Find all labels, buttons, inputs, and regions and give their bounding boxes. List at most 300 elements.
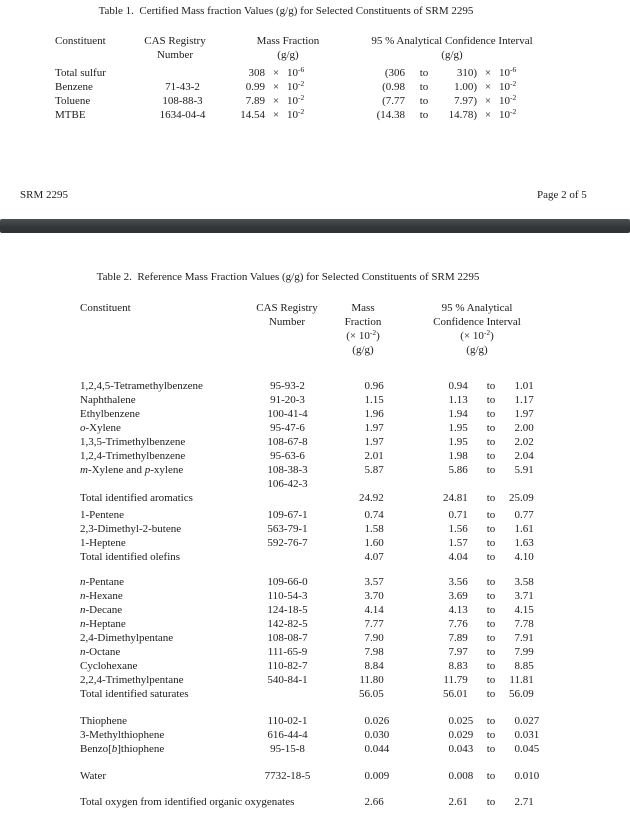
exponent: -2 bbox=[298, 107, 305, 116]
cell-constituent: Total identified olefins bbox=[80, 551, 181, 563]
exponent: -2 bbox=[483, 328, 491, 337]
cell-ci-upper-frac: .10 bbox=[520, 551, 534, 563]
cell-ci-exponent: $10^{-2}$ bbox=[499, 107, 517, 121]
cas-line: 110-02-1 bbox=[267, 715, 308, 727]
cell-constituent: n-Heptane bbox=[80, 618, 126, 630]
cell-mass-fraction-int: 1 bbox=[364, 422, 370, 434]
cell-times-sign: × bbox=[484, 67, 492, 79]
cell-spacer bbox=[80, 701, 556, 714]
cell-ci-lower-int: 2 bbox=[448, 796, 454, 808]
cell-ci-upper-int: 4 bbox=[514, 551, 520, 563]
cell-ci-to: to bbox=[486, 646, 496, 658]
cell-ci-upper-int: 1 bbox=[514, 394, 520, 406]
cas-line: 108-38-3 bbox=[267, 464, 308, 476]
cell-ci-upper-frac: .09 bbox=[520, 688, 534, 700]
cell-constituent: n-Octane bbox=[80, 646, 121, 658]
cell-ci-upper-int: 2 bbox=[514, 450, 520, 462]
cell-ci-lower-int: 5 bbox=[448, 464, 454, 476]
cell-constituent: Toluene bbox=[55, 95, 91, 107]
cell-ci-upper-frac: .97 bbox=[520, 408, 534, 420]
cell-ci-lower-frac: .13 bbox=[454, 604, 468, 616]
table-row bbox=[80, 589, 556, 603]
exponent: -6 bbox=[298, 65, 305, 74]
cell-ci-upper-frac: .17 bbox=[520, 394, 534, 406]
cell-mass-fraction-int: 1 bbox=[364, 523, 370, 535]
cell-ci-to: to bbox=[486, 422, 496, 434]
cell-mass-fraction-frac: .15 bbox=[370, 394, 384, 406]
cell-constituent: 2,2,4-Trimethylpentane bbox=[80, 674, 184, 686]
cell-cas-number bbox=[230, 742, 345, 756]
cell-ci-upper-int: 7 bbox=[514, 618, 520, 630]
cell-ci-upper-frac: .58 bbox=[520, 576, 534, 588]
cell-constituent: Cyclohexane bbox=[80, 660, 138, 672]
table-row bbox=[80, 536, 556, 550]
cell-ci-lower-int: 3 bbox=[448, 590, 454, 602]
exponent: -2 bbox=[510, 93, 517, 102]
table-row bbox=[80, 714, 556, 728]
cell-mass-fraction-int: 3 bbox=[364, 590, 370, 602]
cas-line: 91-20-3 bbox=[270, 394, 305, 406]
cell-mass-fraction-frac: .57 bbox=[370, 576, 384, 588]
header-line: Mass Fraction bbox=[256, 35, 320, 47]
cell-ci-upper-frac: .027 bbox=[520, 715, 540, 727]
cell-mass-fraction-int: 4 bbox=[364, 604, 370, 616]
table-1-header-mass-fraction bbox=[238, 34, 338, 62]
cell-ci-to: to bbox=[486, 492, 496, 504]
table-row bbox=[80, 631, 556, 645]
cell-ci-to: to bbox=[486, 743, 496, 755]
cell-ci-lower-frac: .81 bbox=[454, 492, 468, 504]
table-row bbox=[80, 617, 556, 631]
cell-mass-fraction-exponent: $10^{-2}$ bbox=[287, 93, 305, 107]
cell-ci-lower-frac: .01 bbox=[454, 688, 468, 700]
cell-ci-lower: (0.98 bbox=[382, 81, 405, 93]
cas-line: 111-65-9 bbox=[267, 646, 308, 658]
cell-mass-fraction-frac: .66 bbox=[370, 796, 384, 808]
cell-ci-upper-int: 1 bbox=[514, 408, 520, 420]
cell-ci-upper-frac: .99 bbox=[520, 646, 534, 658]
table-row bbox=[80, 522, 556, 536]
cell-ci-upper-int: 0 bbox=[514, 509, 520, 521]
cell-cas-number bbox=[230, 687, 345, 701]
cell-constituent: 2,4-Dimethylpentane bbox=[80, 632, 174, 644]
cell-cas-number bbox=[230, 508, 345, 522]
header-line: Fraction bbox=[344, 316, 382, 328]
footer-page-number: Page 2 of 5 bbox=[537, 189, 587, 201]
cell-constituent: m-Xylene and p-xylene bbox=[80, 464, 184, 476]
cell-ci-to: to bbox=[486, 551, 496, 563]
cell-cas-number: 108-88-3 bbox=[162, 95, 203, 107]
table-2-header-confidence-interval bbox=[397, 301, 557, 357]
cell-ci-upper-int: 8 bbox=[514, 660, 520, 672]
cell-cas-number bbox=[140, 66, 225, 80]
cell-mass-fraction-int: 1 bbox=[364, 408, 370, 420]
table-1-header-constituent: Constituent bbox=[55, 35, 106, 47]
cell-constituent: Total identified saturates bbox=[80, 688, 189, 700]
cell-ci-lower-frac: .008 bbox=[454, 770, 474, 782]
cell-ci-upper-int: 3 bbox=[514, 590, 520, 602]
cas-line: 540-84-1 bbox=[267, 674, 308, 686]
cell-ci-to: to bbox=[486, 509, 496, 521]
cas-line: 124-18-5 bbox=[267, 604, 308, 616]
table-spacer-row bbox=[80, 783, 556, 795]
cell-ci-lower: (306 bbox=[384, 67, 405, 79]
header-line: Number bbox=[268, 316, 306, 328]
cell-ci-upper-frac: .045 bbox=[520, 743, 540, 755]
cell-ci-lower-frac: .76 bbox=[454, 618, 468, 630]
cell-ci-upper-int: 5 bbox=[514, 464, 520, 476]
table-spacer-row bbox=[80, 756, 556, 769]
table-row bbox=[80, 463, 556, 491]
cell-mass-fraction-value: 0.99 bbox=[245, 81, 265, 93]
cell-ci-to: to bbox=[486, 715, 496, 727]
cell-mass-fraction-int: 4 bbox=[364, 551, 370, 563]
cell-mass-fraction-frac: .84 bbox=[370, 660, 384, 672]
cell-mass-fraction-int: 1 bbox=[364, 394, 370, 406]
cell-ci-lower-int: 4 bbox=[448, 604, 454, 616]
cas-line: 110-82-7 bbox=[267, 660, 308, 672]
cell-ci-upper: 14.78) bbox=[448, 109, 477, 121]
exponent: -2 bbox=[510, 107, 517, 116]
cell-ci-lower-frac: .56 bbox=[454, 523, 468, 535]
cell-mass-fraction-int: 0 bbox=[364, 380, 370, 392]
cell-ci-lower: (14.38 bbox=[376, 109, 405, 121]
cell-ci-lower-frac: .025 bbox=[454, 715, 474, 727]
cell-ci-to: to bbox=[486, 537, 496, 549]
table-row bbox=[80, 645, 556, 659]
cell-ci-to: to bbox=[486, 674, 496, 686]
cell-mass-fraction-frac: .92 bbox=[370, 492, 384, 504]
header-line: (g/g) bbox=[466, 344, 488, 356]
cas-line: 100-41-4 bbox=[267, 408, 308, 420]
cell-cas-number bbox=[230, 435, 345, 449]
cell-ci-upper-frac: .010 bbox=[520, 770, 540, 782]
table-row bbox=[80, 435, 556, 449]
cell-constituent: Total sulfur bbox=[55, 67, 106, 79]
cell-mass-fraction-frac: .14 bbox=[370, 604, 384, 616]
cell-ci-lower-frac: .98 bbox=[454, 450, 468, 462]
cas-line: 110-54-3 bbox=[267, 590, 308, 602]
italic-prefix: m bbox=[80, 464, 88, 476]
cell-ci-to: to bbox=[419, 67, 429, 79]
cell-cas-number bbox=[230, 449, 345, 463]
cell-ci-upper: 7.97) bbox=[454, 95, 477, 107]
cell-ci-upper-frac: .63 bbox=[520, 537, 534, 549]
cas-line: 108-67-8 bbox=[267, 436, 308, 448]
cell-ci-to: to bbox=[486, 450, 496, 462]
table-1 bbox=[55, 66, 545, 122]
header-line: Confidence Interval bbox=[433, 316, 521, 328]
cell-ci-to: to bbox=[486, 688, 496, 700]
table-row bbox=[80, 673, 556, 687]
cell-ci-lower-int: 1 bbox=[448, 523, 454, 535]
cell-ci-lower-frac: .71 bbox=[454, 509, 468, 521]
cell-ci-upper: 1.00) bbox=[454, 81, 477, 93]
cell-ci-upper-frac: .85 bbox=[520, 660, 534, 672]
cell-ci-upper-frac: .71 bbox=[520, 796, 534, 808]
cell-ci-lower-int: 24 bbox=[443, 492, 454, 504]
cell-mass-fraction-value: 308 bbox=[248, 67, 265, 79]
cell-mass-fraction-frac: .07 bbox=[370, 551, 384, 563]
cell-times-sign: × bbox=[272, 109, 280, 121]
cas-line: 95-93-2 bbox=[270, 380, 305, 392]
cell-ci-lower-frac: .56 bbox=[454, 576, 468, 588]
cell-ci-to: to bbox=[486, 436, 496, 448]
table-row bbox=[80, 769, 556, 783]
cell-mass-fraction-frac: .044 bbox=[370, 743, 390, 755]
italic-prefix: o bbox=[80, 422, 86, 434]
cell-mass-fraction-frac: .030 bbox=[370, 729, 390, 741]
exponent: -2 bbox=[510, 79, 517, 88]
cell-cas-number bbox=[230, 673, 345, 687]
cell-cas-number bbox=[230, 603, 345, 617]
cell-mass-fraction-frac: .01 bbox=[370, 450, 384, 462]
cell-ci-upper-frac: .04 bbox=[520, 450, 534, 462]
cell-cas-number bbox=[230, 589, 345, 603]
cell-times-sign: × bbox=[272, 95, 280, 107]
header-line: (g/g) bbox=[352, 344, 374, 356]
cell-ci-upper-int: 2 bbox=[514, 436, 520, 448]
cell-ci-lower-int: 1 bbox=[448, 436, 454, 448]
header-line: (g/g) bbox=[277, 49, 299, 61]
cell-mass-fraction-int: 7 bbox=[364, 632, 370, 644]
cell-mass-fraction-exponent: $10^{-2}$ bbox=[287, 107, 305, 121]
cell-cas-number bbox=[230, 631, 345, 645]
table-row bbox=[80, 407, 556, 421]
cell-cas-number bbox=[230, 714, 345, 728]
header-line: (× $10^{-2}$) bbox=[460, 328, 494, 342]
cell-times-sign: × bbox=[484, 95, 492, 107]
cell-ci-lower-int: 0 bbox=[448, 729, 454, 741]
cell-ci-upper-int: 25 bbox=[509, 492, 520, 504]
cell-ci-upper-int: 0 bbox=[514, 770, 520, 782]
cell-ci-upper-int: 2 bbox=[514, 422, 520, 434]
cell-constituent: Benzo[b]thiophene bbox=[80, 743, 165, 755]
cell-mass-fraction-frac: .87 bbox=[370, 464, 384, 476]
cell-ci-to: to bbox=[486, 590, 496, 602]
cell-mass-fraction-frac: .74 bbox=[370, 509, 384, 521]
cell-cas-number bbox=[230, 379, 345, 393]
table-row bbox=[80, 742, 556, 756]
cell-ci-upper-int: 56 bbox=[509, 688, 520, 700]
cas-line: 616-44-4 bbox=[267, 729, 308, 741]
cell-ci-to: to bbox=[486, 604, 496, 616]
cas-line: 109-67-1 bbox=[267, 509, 308, 521]
cas-line: 106-42-3 bbox=[267, 478, 308, 490]
cell-cas-number bbox=[230, 659, 345, 673]
cell-ci-upper-int: 1 bbox=[514, 537, 520, 549]
cell-mass-fraction-value: 7.89 bbox=[245, 95, 265, 107]
footer-srm-label: SRM 2295 bbox=[20, 189, 68, 201]
cell-ci-to: to bbox=[419, 95, 429, 107]
cell-ci-lower-frac: .13 bbox=[454, 394, 468, 406]
table-row bbox=[80, 491, 556, 505]
cell-ci-upper-int: 2 bbox=[514, 796, 520, 808]
table-row bbox=[80, 421, 556, 435]
cell-ci-lower-frac: .83 bbox=[454, 660, 468, 672]
cell-constituent: 1-Pentene bbox=[80, 509, 124, 521]
cell-ci-lower-frac: .86 bbox=[454, 464, 468, 476]
cell-ci-upper-frac: .81 bbox=[520, 674, 534, 686]
cell-ci-lower-int: 1 bbox=[448, 408, 454, 420]
cell-ci-to: to bbox=[486, 770, 496, 782]
cell-ci-upper-frac: .15 bbox=[520, 604, 534, 616]
cell-ci-to: to bbox=[486, 464, 496, 476]
cell-ci-upper-int: 1 bbox=[514, 380, 520, 392]
cell-mass-fraction-int: 7 bbox=[364, 618, 370, 630]
cell-mass-fraction-frac: .96 bbox=[370, 380, 384, 392]
cas-line: 7732-18-5 bbox=[264, 770, 311, 782]
cas-line: 592-76-7 bbox=[267, 537, 308, 549]
cell-ci-upper-frac: .77 bbox=[520, 509, 534, 521]
cell-ci-to: to bbox=[486, 408, 496, 420]
cell-ci-lower-int: 0 bbox=[448, 770, 454, 782]
cell-mass-fraction-int: 7 bbox=[364, 646, 370, 658]
italic-prefix: p bbox=[144, 464, 151, 476]
cell-constituent: Naphthalene bbox=[80, 394, 136, 406]
cell-times-sign: × bbox=[484, 109, 492, 121]
cell-mass-fraction-value: 14.54 bbox=[240, 109, 265, 121]
cell-constituent: 2,3-Dimethyl-2-butene bbox=[80, 523, 182, 535]
cell-ci-upper-int: 1 bbox=[514, 523, 520, 535]
table-row bbox=[80, 659, 556, 673]
cell-ci-to: to bbox=[486, 576, 496, 588]
cell-constituent: 1,2,4-Trimethylbenzene bbox=[80, 450, 186, 462]
cell-ci-upper-frac: .00 bbox=[520, 422, 534, 434]
table-1-header-cas bbox=[115, 34, 235, 62]
italic-prefix: n bbox=[80, 618, 86, 630]
cell-mass-fraction-frac: .05 bbox=[370, 688, 384, 700]
cell-ci-lower-int: 7 bbox=[448, 632, 454, 644]
cell-ci-lower-frac: .89 bbox=[454, 632, 468, 644]
cell-ci-lower-frac: .04 bbox=[454, 551, 468, 563]
cell-mass-fraction-frac: .60 bbox=[370, 537, 384, 549]
cell-ci-lower-int: 1 bbox=[448, 422, 454, 434]
cell-constituent: 3-Methylthiophene bbox=[80, 729, 165, 741]
cell-spacer bbox=[80, 564, 556, 575]
cell-ci-lower-int: 0 bbox=[448, 509, 454, 521]
cell-cas-number bbox=[230, 645, 345, 659]
cell-cas-number bbox=[230, 575, 345, 589]
cell-ci-lower-int: 0 bbox=[448, 715, 454, 727]
exponent: -2 bbox=[298, 79, 305, 88]
cell-times-sign: × bbox=[272, 67, 280, 79]
header-line: Number bbox=[156, 49, 194, 61]
cell-ci-upper-frac: .91 bbox=[520, 632, 534, 644]
italic-prefix: n bbox=[80, 646, 86, 658]
cell-ci-lower-int: 1 bbox=[448, 450, 454, 462]
cell-mass-fraction-int: 0 bbox=[364, 770, 370, 782]
cell-ci-lower-int: 1 bbox=[448, 394, 454, 406]
cas-line: 563-79-1 bbox=[267, 523, 308, 535]
table-row bbox=[80, 379, 556, 393]
cell-ci-lower-int: 1 bbox=[448, 537, 454, 549]
table-row bbox=[80, 728, 556, 742]
header-line: Mass bbox=[351, 302, 375, 314]
cas-line: 95-63-6 bbox=[270, 450, 305, 462]
cell-mass-fraction-exponent: $10^{-2}$ bbox=[287, 79, 305, 93]
cell-ci-lower-int: 0 bbox=[448, 743, 454, 755]
cas-line: 109-66-0 bbox=[267, 576, 308, 588]
cell-mass-fraction-frac: .98 bbox=[370, 646, 384, 658]
cell-constituent: Ethylbenzene bbox=[80, 408, 140, 420]
cell-mass-fraction-frac: .70 bbox=[370, 590, 384, 602]
cell-ci-upper-int: 4 bbox=[514, 604, 520, 616]
cell-constituent: 1-Heptene bbox=[80, 537, 126, 549]
cell-mass-fraction-int: 0 bbox=[364, 743, 370, 755]
cell-constituent: Total identified aromatics bbox=[80, 492, 193, 504]
header-line: CAS Registry bbox=[144, 35, 206, 47]
cell-mass-fraction-int: 11 bbox=[359, 674, 370, 686]
table-row bbox=[55, 80, 545, 94]
table-row bbox=[80, 795, 556, 809]
cell-cas-number: 71-43-2 bbox=[165, 81, 200, 93]
cell-ci-lower-int: 0 bbox=[448, 380, 454, 392]
table-spacer-row bbox=[80, 701, 556, 714]
cell-constituent: Water bbox=[80, 770, 106, 782]
cell-mass-fraction-int: 8 bbox=[364, 660, 370, 672]
cell-ci-lower-int: 56 bbox=[443, 688, 454, 700]
cell-mass-fraction-frac: .77 bbox=[370, 618, 384, 630]
cell-cas-number bbox=[230, 491, 345, 505]
table-1-header-confidence-interval bbox=[332, 34, 572, 62]
cell-cas-number bbox=[230, 728, 345, 742]
cell-ci-lower-frac: .79 bbox=[454, 674, 468, 686]
cell-mass-fraction-frac: .90 bbox=[370, 632, 384, 644]
table-row bbox=[80, 603, 556, 617]
cell-ci-lower-int: 7 bbox=[448, 618, 454, 630]
cell-mass-fraction-int: 5 bbox=[364, 464, 370, 476]
cell-ci-upper-frac: .61 bbox=[520, 523, 534, 535]
cell-ci-upper-frac: .71 bbox=[520, 590, 534, 602]
cell-ci-lower-int: 7 bbox=[448, 646, 454, 658]
cell-constituent: 1,2,4,5-Tetramethylbenzene bbox=[80, 380, 203, 392]
header-line: CAS Registry bbox=[256, 302, 318, 314]
cell-ci-upper-frac: .78 bbox=[520, 618, 534, 630]
cell-constituent: n-Hexane bbox=[80, 590, 123, 602]
italic-prefix: n bbox=[80, 590, 86, 602]
cell-ci-to: to bbox=[486, 660, 496, 672]
cell-mass-fraction-exponent: $10^{-6}$ bbox=[287, 65, 305, 79]
cell-constituent: n-Decane bbox=[80, 604, 123, 616]
cell-ci-to: to bbox=[486, 796, 496, 808]
table-row bbox=[80, 575, 556, 589]
cell-constituent: n-Pentane bbox=[80, 576, 124, 588]
cell-ci-to: to bbox=[486, 632, 496, 644]
page-separator-bar bbox=[0, 219, 630, 233]
cell-ci-exponent: $10^{-2}$ bbox=[499, 79, 517, 93]
cell-ci-lower-int: 11 bbox=[443, 674, 454, 686]
cell-mass-fraction-int: 2 bbox=[364, 450, 370, 462]
exponent: -2 bbox=[369, 328, 377, 337]
cas-line: 142-82-5 bbox=[267, 618, 308, 630]
cell-ci-to: to bbox=[486, 618, 496, 630]
header-line: (g/g) bbox=[441, 49, 463, 61]
cell-times-sign: × bbox=[484, 81, 492, 93]
cell-ci-lower: (7.77 bbox=[382, 95, 405, 107]
cell-ci-upper-int: 0 bbox=[514, 729, 520, 741]
cell-constituent: o-Xylene bbox=[80, 422, 121, 434]
cell-ci-lower-frac: .97 bbox=[454, 646, 468, 658]
cell-mass-fraction-int: 1 bbox=[364, 436, 370, 448]
table-row bbox=[80, 393, 556, 407]
cell-mass-fraction-frac: .97 bbox=[370, 422, 384, 434]
cell-mass-fraction-int: 3 bbox=[364, 576, 370, 588]
italic-prefix: b bbox=[111, 743, 118, 755]
table-spacer-row bbox=[80, 564, 556, 575]
table-2 bbox=[80, 379, 556, 809]
cell-ci-upper-int: 7 bbox=[514, 646, 520, 658]
